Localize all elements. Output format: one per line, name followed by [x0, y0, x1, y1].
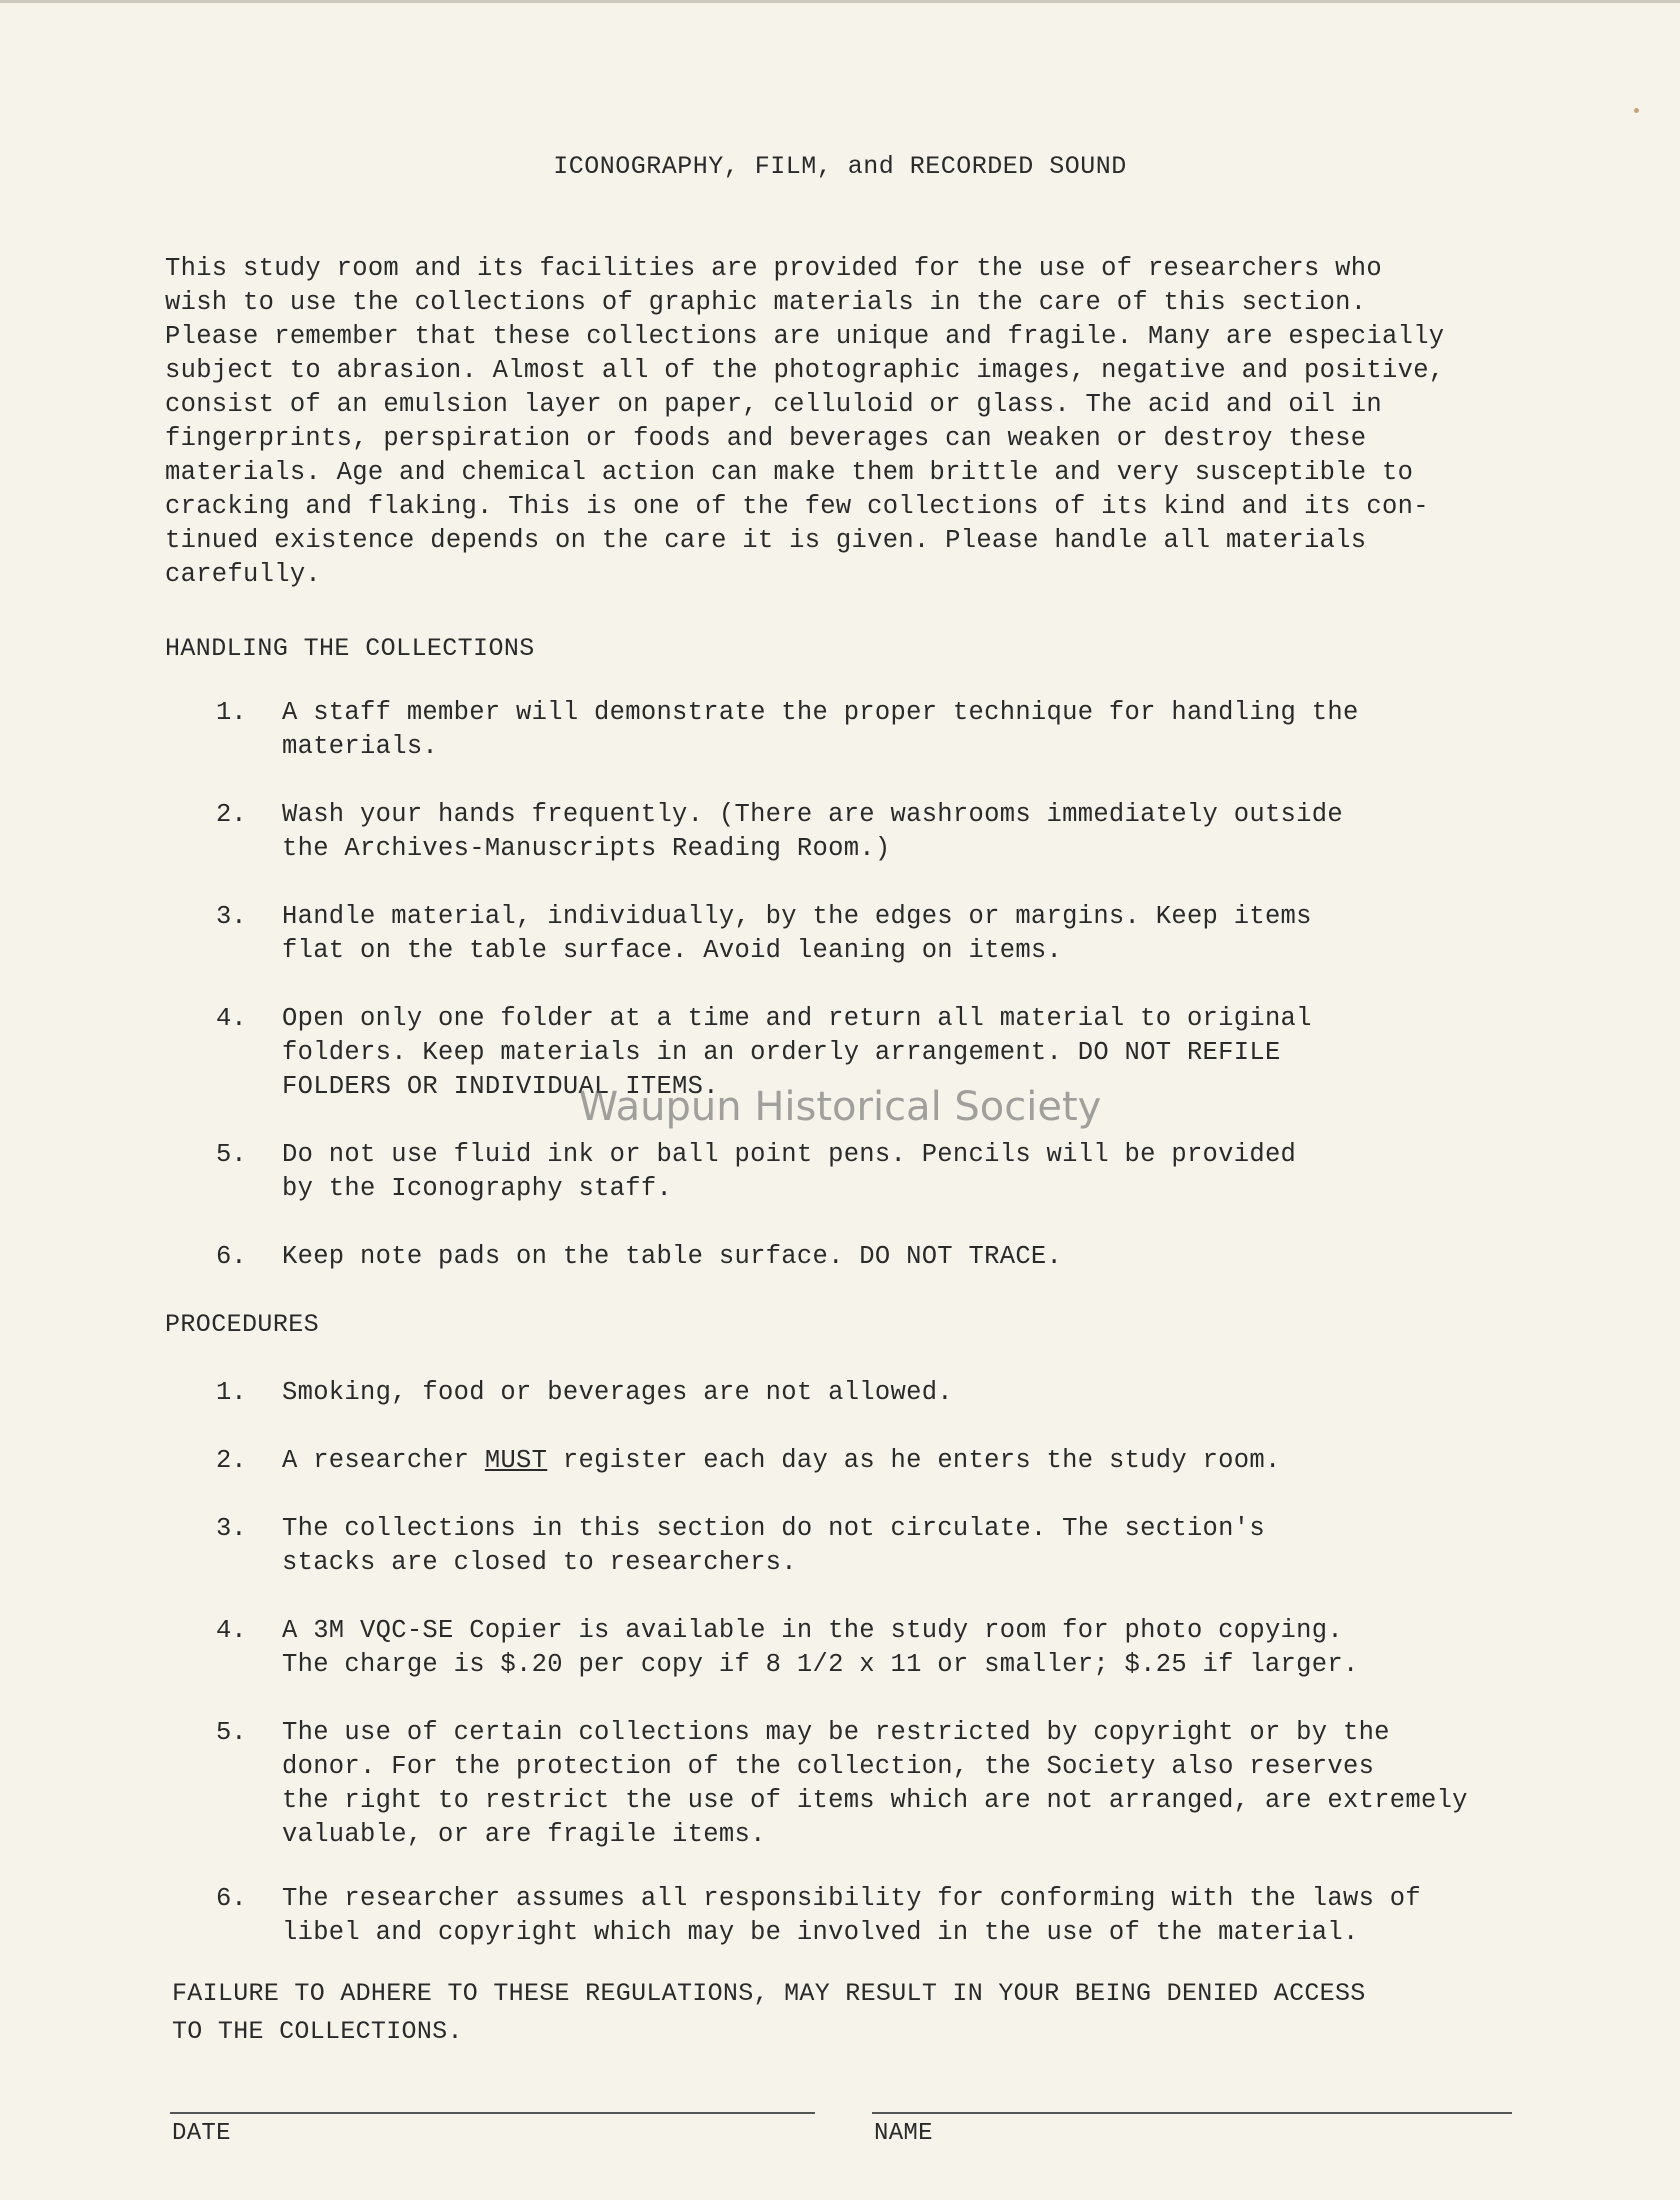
emphasis-must: MUST	[484, 1446, 548, 1475]
item-number: 6.	[216, 1884, 247, 1913]
item-text: The researcher assumes all responsibility for conforming with the laws of libel and copyright which may be involved in the use of the material.	[282, 1884, 1421, 1947]
procedures-heading: PROCEDURES	[165, 1310, 320, 1339]
item-number: 6.	[216, 1242, 247, 1271]
closing-warning: FAILURE TO ADHERE TO THESE REGULATIONS, MAY RESULT IN YOUR BEING DENIED ACCESS TO THE COLLECTIONS.	[172, 1979, 1366, 2046]
date-signature-line	[170, 2112, 815, 2114]
item-number: 4.	[216, 1004, 247, 1033]
item-text-after: register each day as he enters the study room.	[547, 1446, 1281, 1475]
item-number: 3.	[216, 1514, 247, 1543]
date-label: DATE	[172, 2120, 231, 2147]
page-top-edge	[0, 0, 1680, 3]
watermark: Waupun Historical Society	[578, 1084, 1102, 1130]
item-number: 1.	[216, 1378, 247, 1407]
item-number: 2.	[216, 800, 247, 829]
item-text: Smoking, food or beverages are not allowed.	[282, 1378, 953, 1407]
item-number: 5.	[216, 1718, 247, 1747]
item-number: 2.	[216, 1446, 247, 1475]
name-label: NAME	[874, 2120, 933, 2147]
paper-speck	[1634, 108, 1639, 113]
item-text-before: A researcher	[282, 1446, 485, 1475]
item-text: A 3M VQC-SE Copier is available in the study room for photo copying. The charge is $.20 per copy if 8 1/2 x 11 or smaller; $.25 if larger.	[282, 1616, 1359, 1679]
item-text: A staff member will demonstrate the proper technique for handling the materials.	[282, 698, 1359, 761]
item-text	[282, 1444, 1281, 1478]
item-number: 5.	[216, 1140, 247, 1169]
item-text: Do not use fluid ink or ball point pens. Pencils will be provided by the Iconography staff.	[282, 1140, 1297, 1203]
item-number: 4.	[216, 1616, 247, 1645]
item-number: 3.	[216, 902, 247, 931]
item-text: Handle material, individually, by the edges or margins. Keep items flat on the table surface. Avoid leaning on items.	[282, 902, 1312, 965]
handling-heading: HANDLING THE COLLECTIONS	[165, 634, 535, 663]
item-text: Wash your hands frequently. (There are washrooms immediately outside the Archives-Manuscripts Reading Room.)	[282, 800, 1343, 863]
item-text: The use of certain collections may be restricted by copyright or by the donor. For the protection of the collection, the Society also reserves the right to restrict the use of items which are not arranged, are extremely valuable, or are fragile items.	[282, 1718, 1468, 1849]
item-number: 1.	[216, 698, 247, 727]
document-title: ICONOGRAPHY, FILM, and RECORDED SOUND	[553, 152, 1127, 181]
intro-paragraph: This study room and its facilities are provided for the use of researchers who wish to use the collections of graphic materials in the care of this section. Please remember that these collections are unique and fragile. Many are especially subject to abrasion. Almost all of the photographic images, negative and positive, consist of an emulsion layer on paper, celluloid or glass. The acid and oil in fingerprints, perspiration or foods and beverages can weaken or destroy these materials. Age and chemical action can make them brittle and very susceptible to cracking and flaking. This is one of the few collections of its kind and its con- tinued existence depends on the care it is given. Please handle all materials carefully.	[165, 254, 1445, 589]
name-signature-line	[872, 2112, 1512, 2114]
item-text: Keep note pads on the table surface. DO NOT TRACE.	[282, 1242, 1063, 1271]
item-text: The collections in this section do not circulate. The section's stacks are closed to researchers.	[282, 1514, 1265, 1577]
item-text: Open only one folder at a time and return all material to original folders. Keep materials in an orderly arrangement. DO NOT REFILE FOLDERS OR INDIVIDUAL ITEMS.	[282, 1004, 1312, 1101]
